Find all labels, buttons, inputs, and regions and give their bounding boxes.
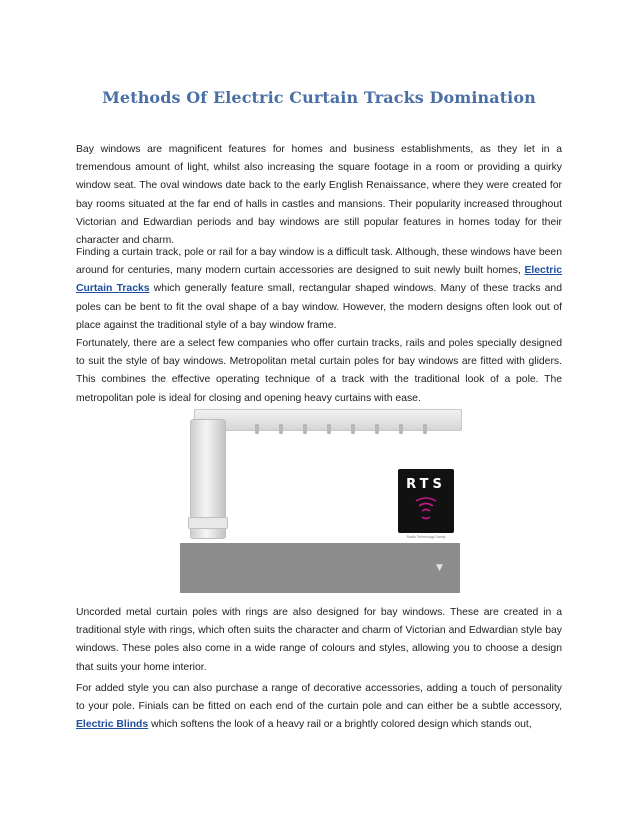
paragraph-5 xyxy=(76,680,562,735)
paragraph-5-text-start: For added style you can also purchase a range of decorative accessories, adding a touch of personality to your pole. Finials can be fitted on each end of the curtain pole and can either be a subtle accessory, xyxy=(76,683,562,713)
rts-logo-tagline: Radio Technology Somfy xyxy=(406,535,446,539)
rail-glider xyxy=(303,424,307,434)
rail-glider xyxy=(423,424,427,434)
paragraph-2-text-start: Finding a curtain track, pole or rail for a bay window is a difficult task. Although, these windows have been around for centuries, many modern curtain accessories are designed to suit newly built homes, xyxy=(76,247,562,277)
rail-glider xyxy=(279,424,283,434)
curtain-track-product-image xyxy=(180,409,460,593)
brand-mark-icon: ▼ xyxy=(436,563,443,573)
paragraph-2 xyxy=(76,244,562,335)
rail-glider xyxy=(255,424,259,434)
page-title: Methods Of Electric Curtain Tracks Domination xyxy=(102,88,536,107)
rail-glider xyxy=(375,424,379,434)
rail-glider xyxy=(327,424,331,434)
paragraph-5-text-end: which softens the look of a heavy rail or a brightly colored design which stands out, xyxy=(148,719,532,731)
rail-glider xyxy=(351,424,355,434)
paragraph-1: Bay windows are magnificent features for homes and business establishments, as they let in a tremendous amount of light, whilst also increasing the square footage in a room or providing a quirky window seat. The oval windows date back to the early English Renaissance, where they were created for bay rooms situated at the far end of halls in castles and mansions. Their popularity increased throughout Victorian and Edwardian periods and bay windows are still popular features in homes today for their character and charm. xyxy=(76,144,562,247)
rts-logo-text: RTS xyxy=(406,477,446,492)
curtain-rail xyxy=(194,409,462,431)
paragraph-4: Uncorded metal curtain poles with rings are also designed for bay windows. These are created in a traditional style with rings, which often suits the character and charm of Victorian and Edwardian style bay windows. These poles also come in a wide range of colours and styles, allowing you to choose a design that suits your home interior. xyxy=(76,607,562,673)
electric-blinds-link[interactable]: Electric Blinds xyxy=(76,719,149,731)
rail-glider xyxy=(399,424,403,434)
paragraph-2-text-end: which generally feature small, rectangular shaped windows. Many of these tracks and poles can be bent to fit the oval shape of a bay window. However, the modern designs often look out of place against the traditional style of a bay window frame. xyxy=(76,283,562,331)
grey-banner xyxy=(180,543,460,593)
curtain-motor-cap xyxy=(188,517,228,529)
radio-waves-icon xyxy=(411,495,441,525)
electric-curtain-tracks-link[interactable]: Electric Curtain Tracks xyxy=(76,265,562,295)
rts-logo xyxy=(398,469,454,533)
paragraph-3: Fortunately, there are a select few companies who offer curtain tracks, rails and poles specially designed to suit the style of bay windows. Metropolitan metal curtain poles for bay windows are fitted with gliders. This combines the effective operating technique of a track with the traditional look of a pole. The metropolitan pole is ideal for closing and opening heavy curtains with ease. xyxy=(76,338,562,404)
